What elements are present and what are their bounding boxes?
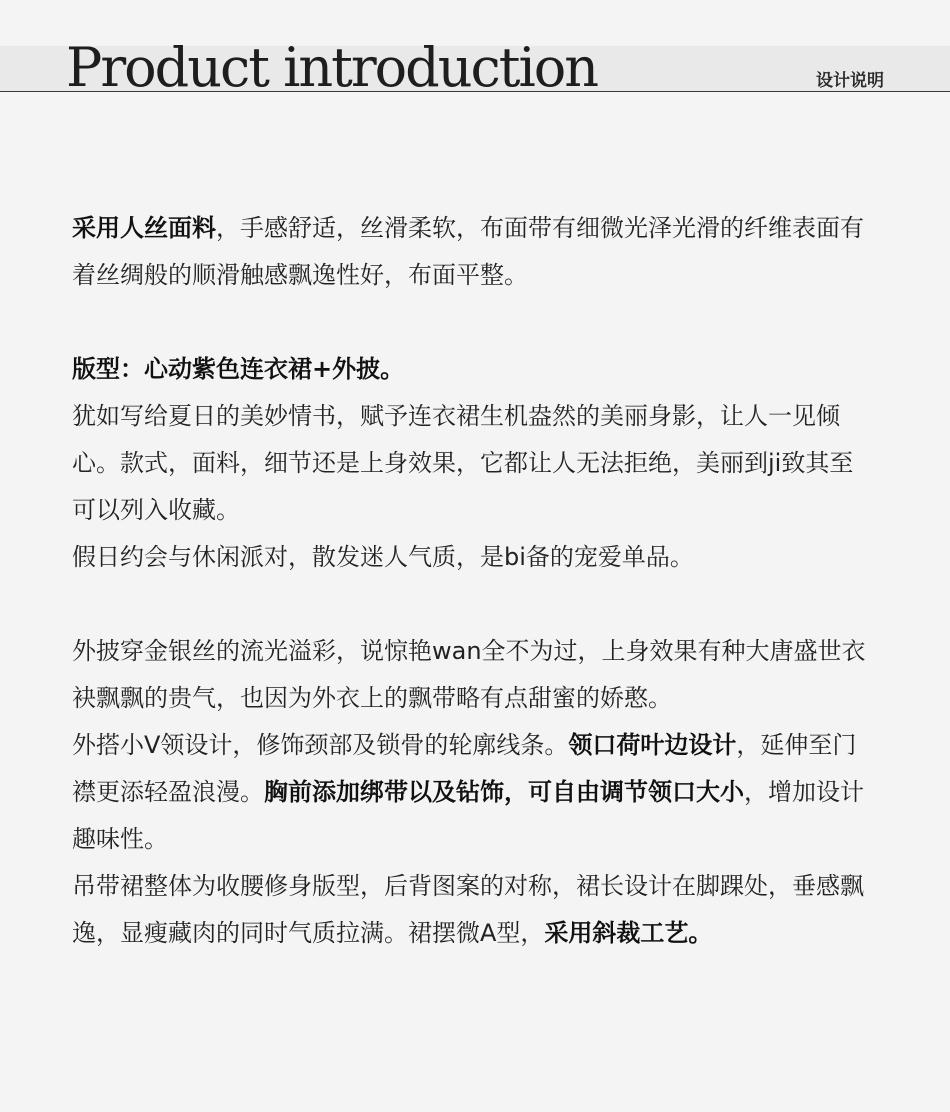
silhouette-paragraph	[72, 863, 872, 957]
style-paragraph: 犹如写给夏日的美妙情书，赋予连衣裙生机盎然的美丽身影，让人一见倾心。款式，面料，细节还是上身效果，它都让人无法拒绝，美丽到ji致其至可以列入收藏。	[72, 402, 854, 524]
occasion-paragraph: 假日约会与休闲派对，散发迷人气质，是bi备的宠爱单品。	[72, 543, 694, 571]
spacer	[72, 581, 872, 628]
cape-paragraph: 外披穿金银丝的流光溢彩，说惊艳wan全不为过，上身效果有种大唐盛世衣袂飘飘的贵气，也因为外衣上的飘带略有点甜蜜的娇憨。	[72, 637, 866, 712]
ruffle-highlight: 领口荷叶边设计	[568, 731, 737, 759]
neckline-text-2: ，延伸至门襟更添轻盈浪漫。	[72, 731, 857, 806]
fabric-text: ，手感舒适，丝滑柔软，布面带有细微光泽光滑的纤维表面有着丝绸般的顺滑触感飘逸性好，布面平整。	[72, 214, 864, 289]
fabric-paragraph	[72, 205, 872, 299]
product-description	[72, 205, 872, 957]
silhouette-text: 吊带裙整体为收腰修身版型，后背图案的对称，裙长设计在脚踝处，垂感飘逸，显瘦藏肉的同时气质拉满。裙摆微A型，	[72, 872, 864, 947]
neckline-text-3: ，增加设计趣味性。	[72, 778, 864, 853]
neckline-text: 外搭小V领设计，修饰颈部及锁骨的轮廓线条。	[72, 731, 569, 759]
bias-cut-highlight: 采用斜裁工艺。	[544, 919, 713, 947]
style-heading: 版型：心动紫色连衣裙+外披。	[72, 355, 405, 383]
tie-highlight: 胸前添加绑带以及钻饰，可自由调节领口大小	[264, 778, 744, 806]
page-title: Product introduction	[66, 36, 598, 99]
neckline-paragraph	[72, 722, 872, 863]
page-subtitle: 设计说明	[816, 71, 884, 91]
fabric-highlight: 采用人丝面料	[72, 214, 216, 242]
spacer	[72, 299, 872, 346]
